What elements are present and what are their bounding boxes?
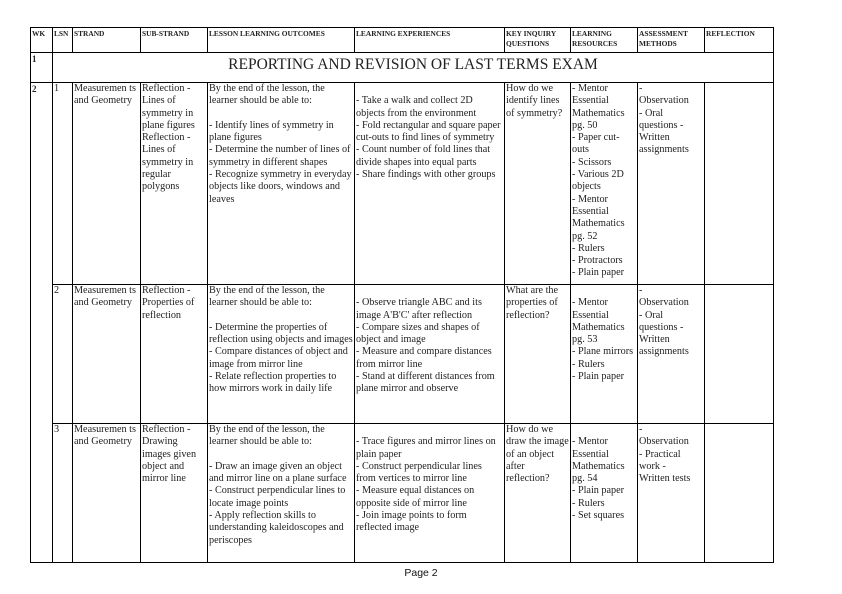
experiences-cell: - Observe triangle ABC and its image A'B'C' after reflection - Compare sizes and shapes of object and image - Measure and compare distances from mirror line - Stand at different distances from plane mirror and observe xyxy=(355,285,505,424)
lesson-number: 3 xyxy=(53,424,73,563)
week-banner: REPORTING AND REVISION OF LAST TERMS EXAM xyxy=(53,53,774,83)
assessment-cell: - Observation - Oral questions - Written assignments xyxy=(638,83,705,285)
header-sub-strand: SUB-STRAND xyxy=(141,28,208,53)
questions-cell: What are the properties of reflection? xyxy=(505,285,571,424)
reflection-cell xyxy=(705,83,774,285)
experiences-cell: - Take a walk and collect 2D objects from the environment - Fold rectangular and square paper cut-outs to find lines of symmetry - Count number of fold lines that divide shapes into equal parts - Share findings with other groups xyxy=(355,83,505,285)
questions-cell: How do we draw the image of an object after reflection? xyxy=(505,424,571,563)
reflection-cell xyxy=(705,285,774,424)
header-resources: LEARNING RESOURCES xyxy=(571,28,638,53)
experiences-cell: - Trace figures and mirror lines on plain paper - Construct perpendicular lines from vertices to mirror line - Measure equal distances on opposite side of mirror line - Join image points to form reflected image xyxy=(355,424,505,563)
questions-cell: How do we identify lines of symmetry? xyxy=(505,83,571,285)
header-questions: KEY INQUIRY QUESTIONS xyxy=(505,28,571,53)
outcomes-cell: By the end of the lesson, the learner should be able to: - Determine the properties of reflection using objects and images - Compare distances of object and image from mirror line - Relate reflection properties to how mirrors work in daily life xyxy=(208,285,355,424)
lesson-number: 2 xyxy=(53,285,73,424)
header-outcomes: LESSON LEARNING OUTCOMES xyxy=(208,28,355,53)
table-row xyxy=(31,285,774,424)
assessment-cell: - Observation - Practical work - Written tests xyxy=(638,424,705,563)
reflection-cell xyxy=(705,424,774,563)
week-number: 1 xyxy=(31,53,53,83)
resources-cell: - Mentor Essential Mathematics pg. 54 - Plain paper - Rulers - Set squares xyxy=(571,424,638,563)
header-wk: WK xyxy=(31,28,53,53)
table-row xyxy=(31,83,774,285)
sub-strand-cell: Reflection - Drawing images given object and mirror line xyxy=(141,424,208,563)
week-1-row xyxy=(31,53,774,83)
header-row xyxy=(31,28,774,53)
outcomes-cell: By the end of the lesson, the learner should be able to: - Draw an image given an object and mirror line on a plane surface - Construct perpendicular lines to locate image points - Apply reflection skills to understanding kaleidoscopes and periscopes xyxy=(208,424,355,563)
header-assessment: ASSESSMENT METHODS xyxy=(638,28,705,53)
header-strand: STRAND xyxy=(73,28,141,53)
outcomes-cell: By the end of the lesson, the learner should be able to: - Identify lines of symmetry in plane figures - Determine the number of lines of symmetry in different shapes - Recognize symmetry in everyday objects like doors, windows and leaves xyxy=(208,83,355,285)
page-number: Page 2 xyxy=(404,567,438,579)
assessment-cell: - Observation - Oral questions - Written assignments xyxy=(638,285,705,424)
strand-cell: Measuremen ts and Geometry xyxy=(73,83,141,285)
table-row xyxy=(31,424,774,563)
strand-cell: Measuremen ts and Geometry xyxy=(73,285,141,424)
sub-strand-cell: Reflection - Lines of symmetry in plane figures Reflection - Lines of symmetry in regular polygons xyxy=(141,83,208,285)
week-number: 2 xyxy=(31,83,53,563)
scheme-of-work-table xyxy=(30,27,774,563)
resources-cell: - Mentor Essential Mathematics pg. 53 - Plane mirrors - Rulers - Plain paper xyxy=(571,285,638,424)
header-experiences: LEARNING EXPERIENCES xyxy=(355,28,505,53)
strand-cell: Measuremen ts and Geometry xyxy=(73,424,141,563)
header-lsn: LSN xyxy=(53,28,73,53)
header-reflection: REFLECTION xyxy=(705,28,774,53)
sub-strand-cell: Reflection - Properties of reflection xyxy=(141,285,208,424)
resources-cell: - Mentor Essential Mathematics pg. 50 - Paper cut-outs - Scissors - Various 2D objects - Mentor Essential Mathematics pg. 52 - Rulers - Protractors - Plain paper xyxy=(571,83,638,285)
lesson-number: 1 xyxy=(53,83,73,285)
